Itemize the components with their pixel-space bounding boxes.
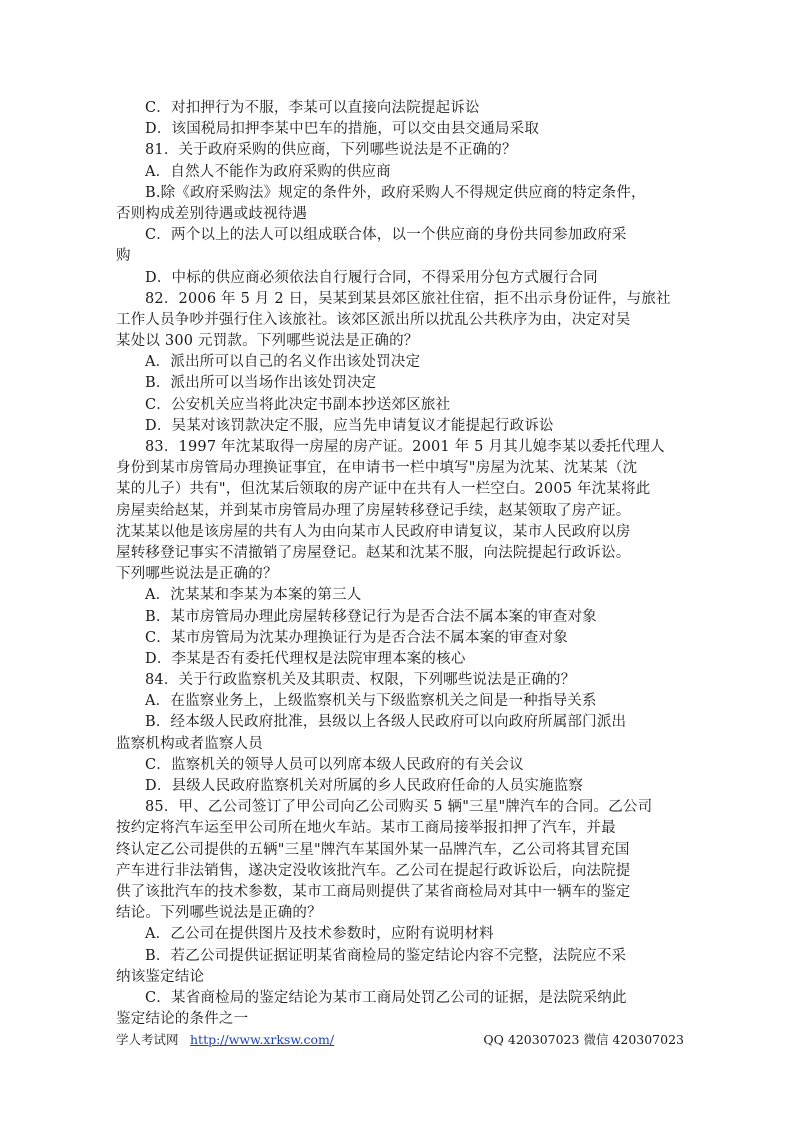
text-line: 屋转移登记事实不清撤销了房屋登记。赵某和沈某不服，向法院提起行政诉讼。: [116, 544, 631, 561]
text-line: A．派出所可以自己的名义作出该处罚决定: [145, 354, 421, 371]
text-line: D．县级人民政府监察机关对所属的乡人民政府任命的人员实施监察: [145, 778, 584, 794]
text-line: D．吴某对该罚款决定不服，应当先申请复议才能提起行政诉讼: [145, 417, 554, 434]
text-line: C．监察机关的领导人员可以列席本级人民政府的有关会议: [145, 756, 524, 773]
text-line: 82．2006 年 5 月 2 日，吴某到某县郊区旅社住宿，拒不出示身份证件，与旅社: [145, 290, 671, 307]
text-line: C．某省商检局的鉴定结论为某市工商局处罚乙公司的证据，是法院采纳此: [145, 989, 627, 1006]
text-line: 供了该批汽车的技术参数，某市工商局则提供了某省商检局对其中一辆车的鉴定: [116, 883, 631, 900]
exam-text-body: [116, 98, 686, 1030]
text-line: 下列哪些说法是正确的？: [116, 566, 278, 583]
text-line: 房屋卖给赵某，并到某市房管局办理了房屋转移登记手续，赵某领取了房产证。: [116, 502, 631, 519]
text-line: C．对扣押行为不服，李某可以直接向法院提起诉讼: [145, 100, 480, 116]
text-line: 监察机构或者监察人员: [116, 735, 263, 752]
text-line: B．若乙公司提供证据证明某省商检局的鉴定结论内容不完整，法院应不采: [145, 947, 627, 964]
text-line: D．李某是否有委托代理权是法院审理本案的核心: [145, 650, 466, 667]
text-line: A．沈某某和李某为本案的第三人: [145, 587, 362, 604]
text-line: 身份到某市房管局办理换证事宜，在申请书一栏中填写"房屋为沈某、沈某某（沈: [116, 460, 638, 477]
text-line: 某的儿子）共有"，但沈某后领取的房产证中在共有人一栏空白。2005 年沈某将此: [116, 481, 651, 498]
text-line: A．在监察业务上，上级监察机关与下级监察机关之间是一种指导关系: [145, 693, 597, 710]
text-line: 工作人员争吵并强行住入该旅社。该郊区派出所以扰乱公共秩序为由，决定对吴: [116, 311, 631, 328]
text-line: C．某市房管局为沈某办理换证行为是否合法不属本案的审查对象: [145, 629, 568, 646]
text-line: 鉴定结论的条件之一: [116, 1011, 249, 1028]
text-line: 83．1997 年沈某取得一房屋的房产证。2001 年 5 月其儿媳李某以委托代理人: [145, 439, 665, 455]
footer-contact: QQ 420307023 微信 420307023: [483, 1032, 684, 1047]
text-line: B．派出所可以当场作出该处罚决定: [145, 375, 377, 392]
text-line: 81．关于政府采购的供应商，下列哪些说法是不正确的？: [145, 142, 517, 159]
text-line: 终认定乙公司提供的五辆"三星"牌汽车某国外某一品牌汽车，乙公司将其冒充国: [116, 841, 630, 858]
text-line: 某处以 300 元罚款。下列哪些说法是正确的？: [116, 333, 419, 350]
text-line: A．乙公司在提供图片及技术参数时，应附有说明材料: [145, 926, 494, 943]
text-line: 产车进行非法销售，遂决定没收该批汽车。乙公司在提起行政诉讼后，向法院提: [116, 862, 631, 879]
text-line: B．某市房管局办理此房屋转移登记行为是否合法不属本案的审查对象: [145, 608, 597, 625]
footer-url-link[interactable]: http://www.xrksw.com/: [190, 1032, 335, 1047]
text-line: D．中标的供应商必须依法自行履行合同，不得采用分包方式履行合同: [145, 269, 598, 286]
text-line: 85．甲、乙公司签订了甲公司向乙公司购买 5 辆"三星"牌汽车的合同。乙公司: [145, 799, 653, 816]
text-line: 购: [116, 248, 131, 265]
text-line: A．自然人不能作为政府采购的供应商: [145, 163, 391, 180]
text-line: C．两个以上的法人可以组成联合体，以一个供应商的身份共同参加政府采: [145, 227, 627, 244]
text-line: C．公安机关应当将此决定书副本抄送郊区旅社: [145, 396, 451, 413]
text-line: B.除《政府采购法》规定的条件外，政府采购人不得规定供应商的特定条件，: [145, 184, 646, 201]
text-line: 沈某某以他是该房屋的共有人为由向某市人民政府申请复议，某市人民政府以房: [116, 523, 631, 540]
text-line: B．经本级人民政府批准，县级以上各级人民政府可以向政府所属部门派出: [145, 714, 627, 731]
text-line: 纳该鉴定结论: [116, 968, 205, 985]
text-line: 84．关于行政监察机关及其职责、权限，下列哪些说法是正确的？: [145, 672, 576, 689]
page-footer: [116, 1030, 686, 1050]
footer-site-name: 学人考试网: [116, 1032, 179, 1047]
text-line: 否则构成差别待遇或歧视待遇: [116, 205, 308, 222]
text-line: 按约定将汽车运至甲公司所在地火车站。某市工商局接举报扣押了汽车，并最: [116, 820, 616, 837]
text-line: 结论。下列哪些说法是正确的？: [116, 905, 322, 922]
text-line: D．该国税局扣押李某中巴车的措施，可以交由县交通局采取: [145, 121, 540, 138]
